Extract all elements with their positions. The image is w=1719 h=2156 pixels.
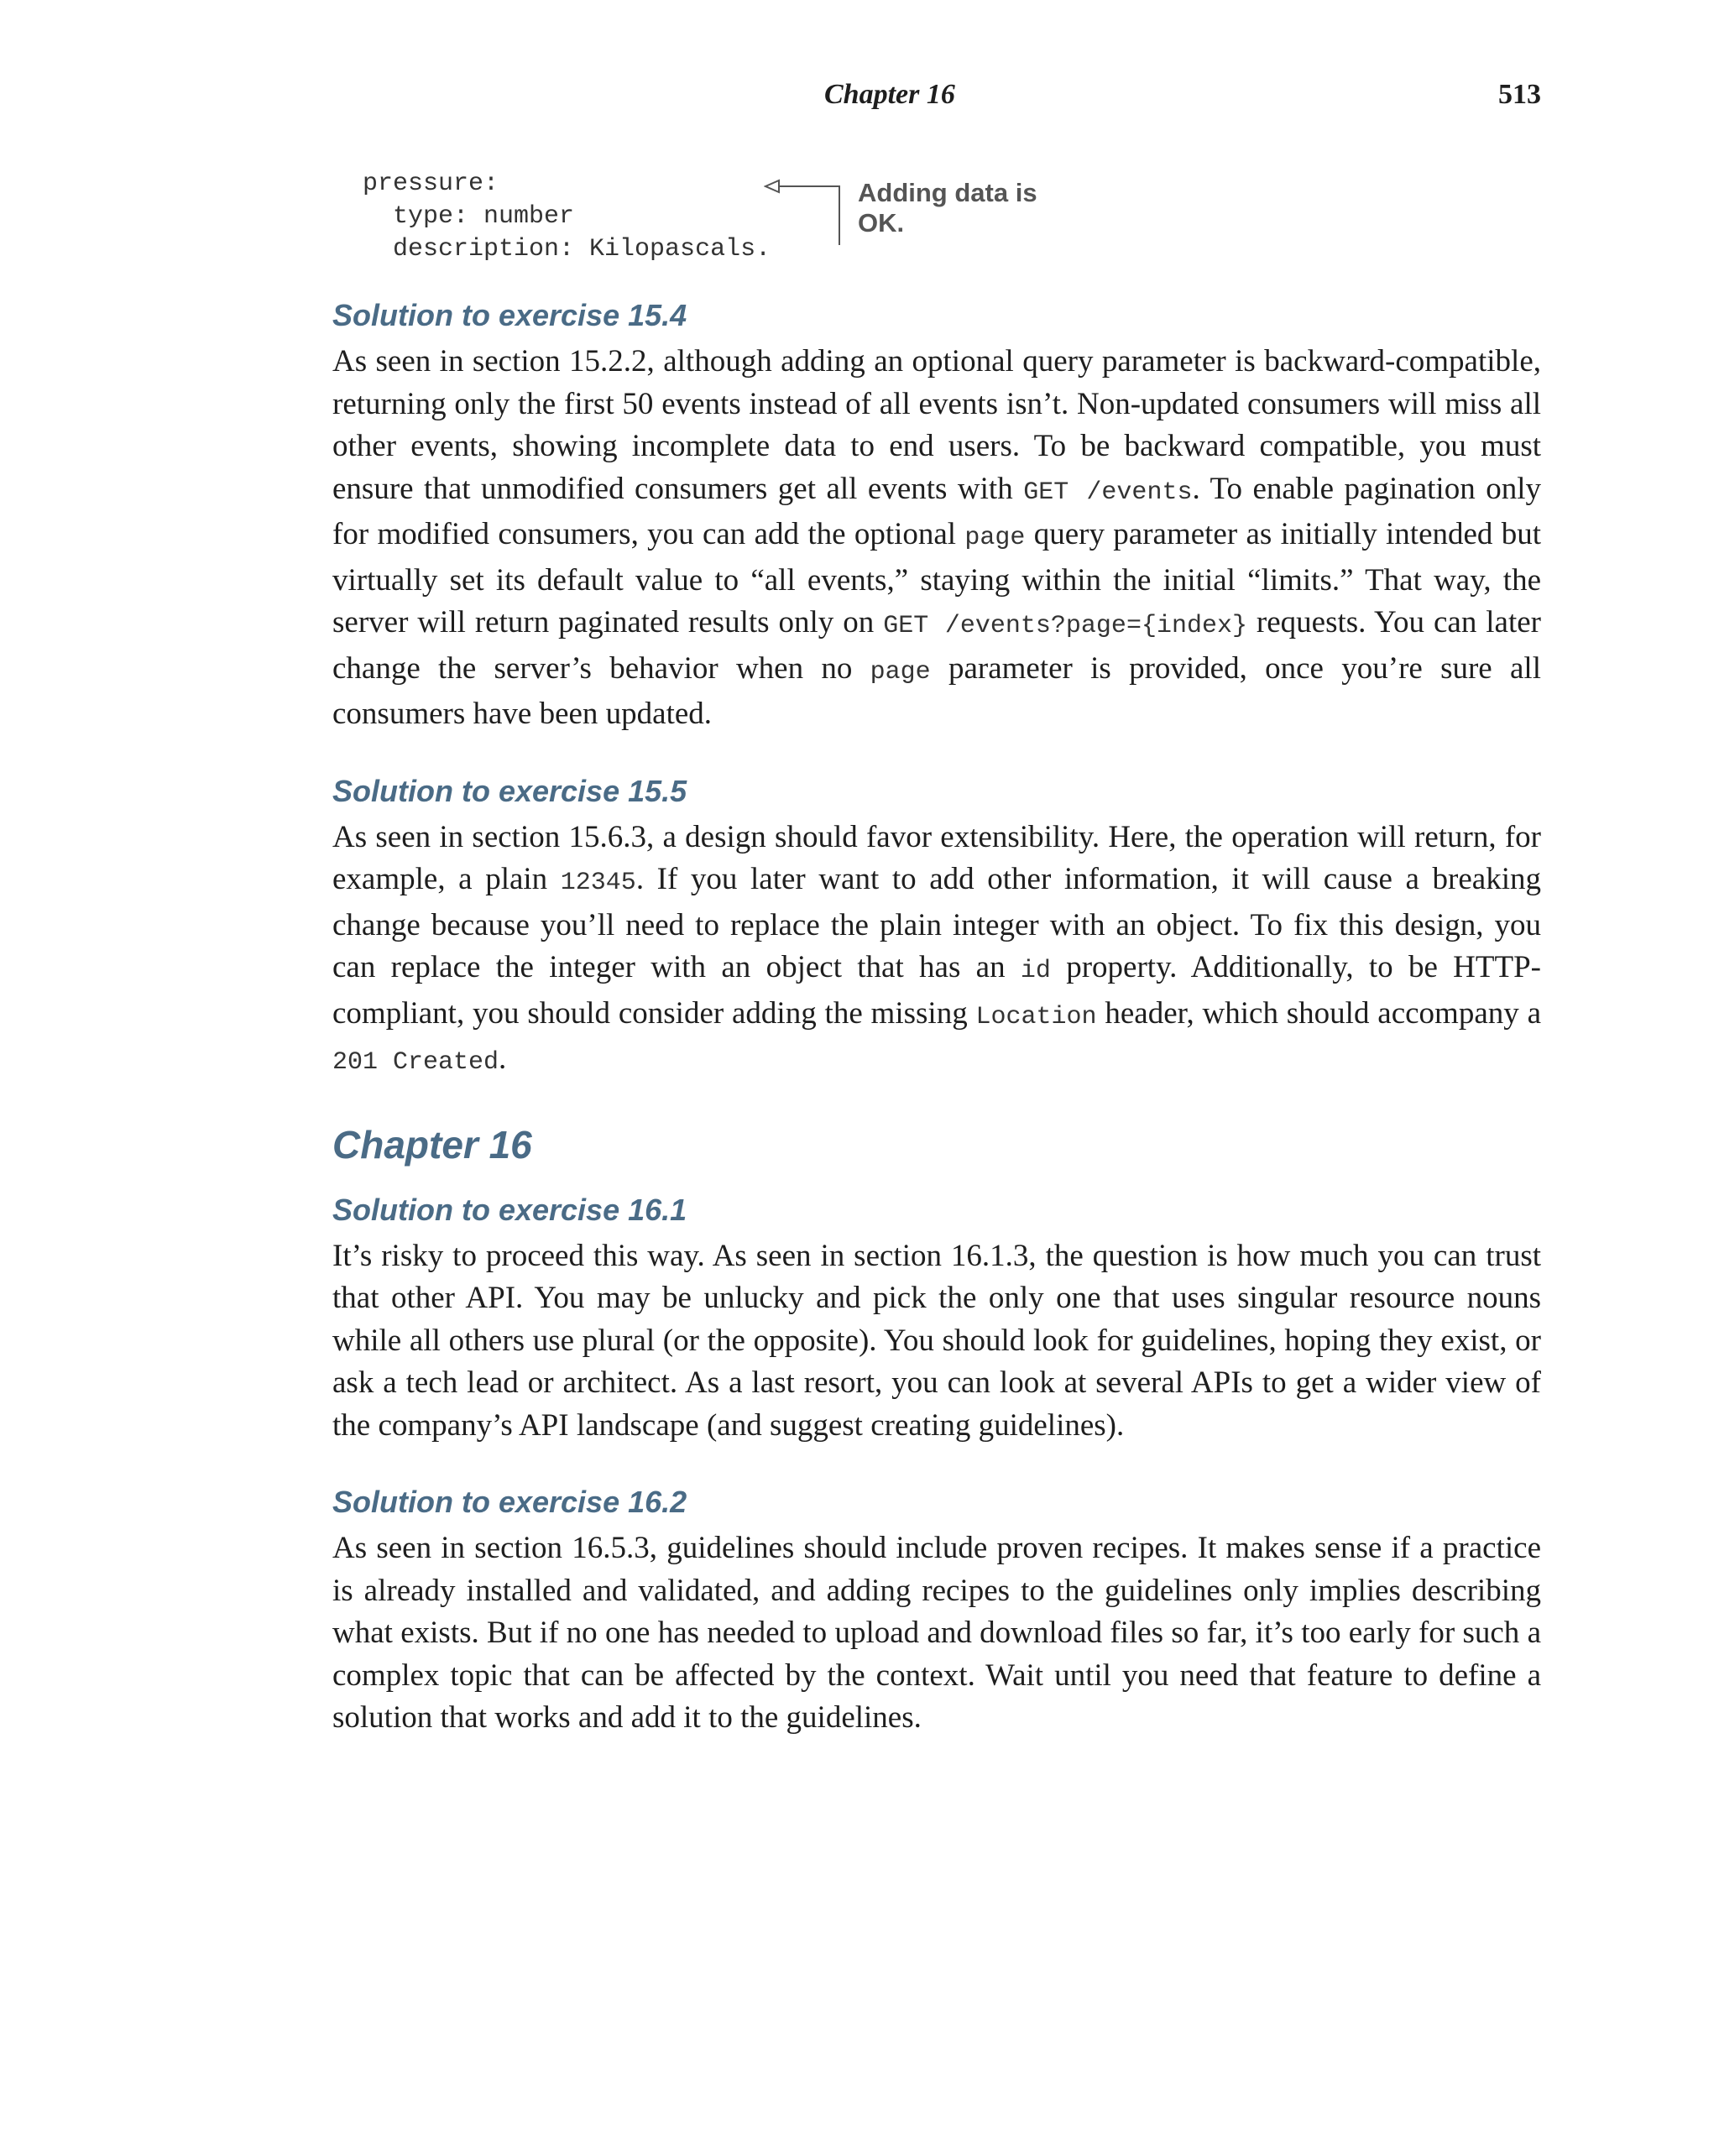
text-run: As seen in section 15.2.2, although adding an optional query parameter is backward-compatible, returning only the first 50 events instead of all events isn’t. Non-updated consumers will miss all other events, showing incomplete data to end users. To be backward compatible, you must ensure that unmodified consumers get all events with bbox=[332, 344, 1541, 506]
inline-code: GET /events bbox=[1023, 478, 1193, 507]
text-run: . If you later want to add other information, it will cause a breaking change because you’ll need to replace the plain integer with an object. To fix this design, you can replace the integer with an object that has an bbox=[332, 862, 1541, 984]
code-line: description: Kilopascals. bbox=[363, 235, 771, 264]
text-run: requests. You can later change the server’s behavior when no bbox=[332, 605, 1541, 686]
section-heading-16-1: Solution to exercise 16.1 bbox=[332, 1192, 687, 1227]
text-run: . To enable pagination only for modified consumers, you can add the optional bbox=[332, 471, 1541, 551]
inline-code: Location bbox=[975, 1002, 1097, 1031]
inline-code: 201 Created bbox=[332, 1048, 499, 1077]
page-body bbox=[332, 297, 1541, 1777]
inline-code: page bbox=[964, 524, 1026, 552]
section-heading-15-5: Solution to exercise 15.5 bbox=[332, 773, 687, 808]
paragraph-16-2 bbox=[332, 1527, 1541, 1740]
text-run: header, which should accompany a bbox=[1096, 995, 1541, 1031]
running-header-chapter: Chapter 16 bbox=[824, 79, 955, 110]
code-listing bbox=[363, 168, 771, 266]
text-run: As seen in section 15.6.3, a design should favor extensibility. Here, the operation will return, for example, a plain bbox=[332, 819, 1541, 896]
inline-code: id bbox=[1020, 957, 1051, 985]
inline-code: page bbox=[870, 657, 931, 686]
paragraph-15-4 bbox=[332, 341, 1541, 736]
annotation-arrow-icon bbox=[764, 175, 848, 250]
text-run: property. Additionally, to be HTTP-compliant, you should consider adding the missing bbox=[332, 950, 1541, 1031]
text-run: As seen in section 16.5.3, guidelines should include proven recipes. It makes sense if a practice is already installed and validated, and adding recipes to the guidelines only implies describing what exists. But if no one has needed to upload and download files so far, it’s too early for such a complex topic that can be affected by the context. Wait until you need that feature to define a solution that works and add it to the guidelines. bbox=[332, 1531, 1541, 1735]
text-run: It’s risky to proceed this way. As seen in section 16.1.3, the question is how much you can trust that other API. You may be unlucky and pick the only one that uses singular resource nouns while all others use plural (or the opposite). You should look for guidelines, hoping they exist, or ask a tech lead or architect. As a last resort, you can look at several APIs to get a wider view of the company’s API landscape (and suggest creating guidelines). bbox=[332, 1238, 1541, 1443]
code-line: type: number bbox=[363, 202, 575, 231]
chapter-heading: Chapter 16 bbox=[332, 1122, 532, 1167]
text-run: query parameter as initially intended but virtually set its default value to “all events,” staying within the initial “limits.” That way, the server will return paginated results only on bbox=[332, 517, 1541, 639]
text-run: . bbox=[499, 1041, 507, 1076]
inline-code: GET /events?page={index} bbox=[883, 612, 1247, 640]
code-annotation: Adding data is OK. bbox=[858, 178, 1037, 238]
text-run: parameter is provided, once you’re sure all consumers have been updated. bbox=[332, 650, 1541, 731]
paragraph-16-1 bbox=[332, 1235, 1541, 1448]
paragraph-15-5 bbox=[332, 817, 1541, 1084]
section-heading-15-4: Solution to exercise 15.4 bbox=[332, 298, 687, 332]
inline-code: 12345 bbox=[560, 869, 636, 897]
section-heading-16-2: Solution to exercise 16.2 bbox=[332, 1485, 687, 1519]
code-line: pressure: bbox=[363, 170, 499, 198]
page-number: 513 bbox=[1498, 79, 1541, 110]
